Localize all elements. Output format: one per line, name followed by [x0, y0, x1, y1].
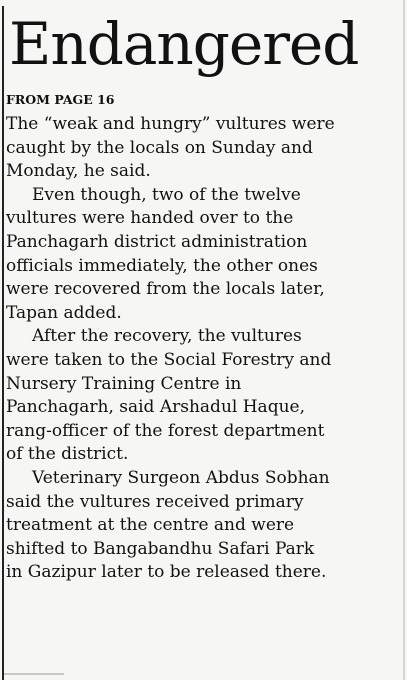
- paragraph-3: [6, 325, 398, 467]
- text-line: in Gazipur later to be released there.: [6, 562, 327, 583]
- paragraph-2: [6, 184, 398, 326]
- clipping-edge: [4, 673, 64, 680]
- text-line: The “weak and hungry” vultures were: [6, 114, 335, 134]
- text-line: Panchagarh, said Arshadul Haque,: [6, 397, 305, 418]
- text-line: caught by the locals on Sunday and: [6, 137, 313, 158]
- text-line: vultures were handed over to the: [6, 208, 294, 229]
- text-line: were taken to the Social Forestry and: [6, 349, 332, 370]
- text-line: Panchagarh district administration: [6, 231, 308, 252]
- paragraph-1: [6, 113, 398, 184]
- text-line: Tapan added.: [6, 302, 122, 323]
- text-line: After the recovery, the vultures: [32, 326, 302, 347]
- paragraph-4: [6, 467, 398, 585]
- text-line: were recovered from the locals later,: [6, 279, 325, 300]
- text-line: of the district.: [6, 444, 129, 465]
- text-line: Nursery Training Centre in: [6, 373, 242, 394]
- text-line: shifted to Bangabandhu Safari Park: [6, 538, 315, 559]
- column-rule-right: [403, 0, 405, 680]
- text-line: treatment at the centre and were: [6, 515, 295, 536]
- text-line: Monday, he said.: [6, 161, 151, 182]
- text-line: Veterinary Surgeon Abdus Sobhan: [32, 467, 330, 488]
- jump-line: FROM PAGE 16: [6, 92, 115, 107]
- text-line: rang-officer of the forest department: [6, 420, 325, 441]
- article-body: [6, 113, 398, 585]
- text-line: said the vultures received primary: [6, 491, 304, 512]
- headline: Endangered: [9, 10, 359, 78]
- column-rule-left: [2, 6, 4, 680]
- text-line: officials immediately, the other ones: [6, 255, 318, 276]
- text-line: Even though, two of the twelve: [32, 184, 301, 205]
